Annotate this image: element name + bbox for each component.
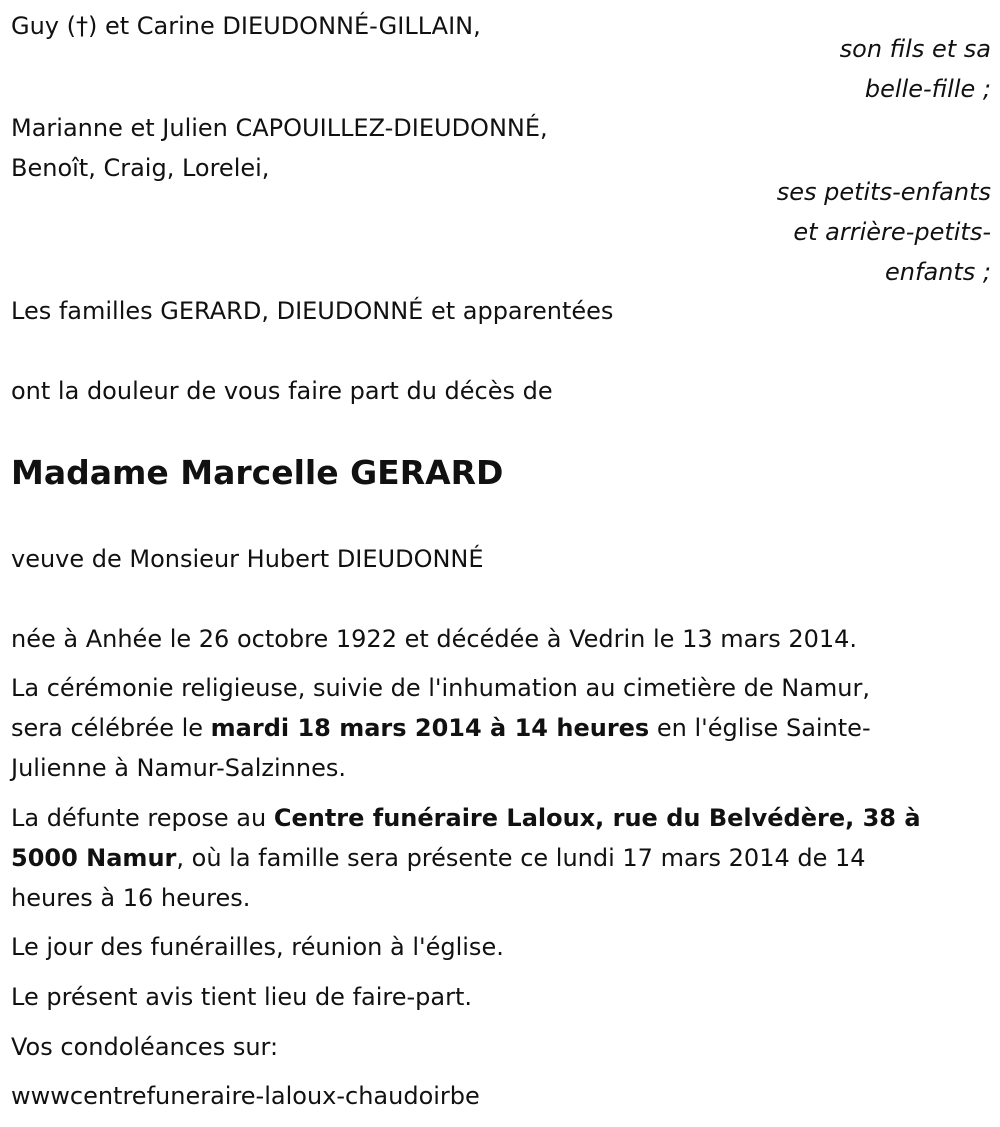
website-link[interactable]: wwwcentrefuneraire-laloux-chaudoirbe <box>11 1082 480 1110</box>
visitation-location-1: Centre funéraire Laloux, rue du Belvédère, 38 à <box>273 804 921 832</box>
grandchildren-line-1: Marianne et Julien CAPOUILLEZ-DIEUDONNÉ, <box>11 114 548 142</box>
ceremony-line-2 <box>11 708 971 748</box>
visitation-suffix-1: , où la famille sera présente ce lundi 17 mars 2014 de 14 <box>176 844 866 872</box>
grandchildren-line-2: Benoît, Craig, Lorelei, <box>11 154 270 182</box>
ceremony-date-time: mardi 18 mars 2014 à 14 heures <box>210 714 650 742</box>
ceremony-prefix: sera célébrée le <box>11 714 211 742</box>
son-role-line-2: belle-fille ; <box>864 75 991 103</box>
son-line: Guy (†) et Carine DIEUDONNÉ-GILLAIN, <box>11 12 481 40</box>
condolences-label: Vos condoléances sur: <box>11 1033 279 1061</box>
ceremony-paragraph <box>11 668 971 788</box>
families-line: Les familles GERARD, DIEUDONNÉ et apparentées <box>11 297 614 325</box>
visitation-line-2 <box>11 838 971 878</box>
grandchildren-role-line-1: ses petits-enfants <box>776 178 991 206</box>
birth-death-line: née à Anhée le 26 octobre 1922 et décédée à Vedrin le 13 mars 2014. <box>11 625 858 653</box>
widow-line: veuve de Monsieur Hubert DIEUDONNÉ <box>11 545 484 573</box>
meeting-line: Le jour des funérailles, réunion à l'église. <box>11 933 504 961</box>
visitation-prefix: La défunte repose au <box>11 804 274 832</box>
ceremony-suffix: en l'église Sainte- <box>649 714 871 742</box>
ceremony-line-3: Julienne à Namur-Salzinnes. <box>11 754 346 782</box>
intro-line: ont la douleur de vous faire part du décès de <box>11 377 553 405</box>
visitation-location-2: 5000 Namur <box>11 844 177 872</box>
grandchildren-role-line-2: et arrière-petits- <box>793 218 991 246</box>
visitation-line-3: heures à 16 heures. <box>11 884 251 912</box>
son-role-line-1: son fils et sa <box>839 35 991 63</box>
deceased-name: Madame Marcelle GERARD <box>11 453 504 492</box>
visitation-line-1 <box>11 798 971 838</box>
visitation-paragraph <box>11 798 971 918</box>
grandchildren-role-line-3: enfants ; <box>885 258 991 286</box>
ceremony-line-1: La cérémonie religieuse, suivie de l'inhumation au cimetière de Namur, <box>11 674 870 702</box>
notice-line: Le présent avis tient lieu de faire-part. <box>11 983 473 1011</box>
